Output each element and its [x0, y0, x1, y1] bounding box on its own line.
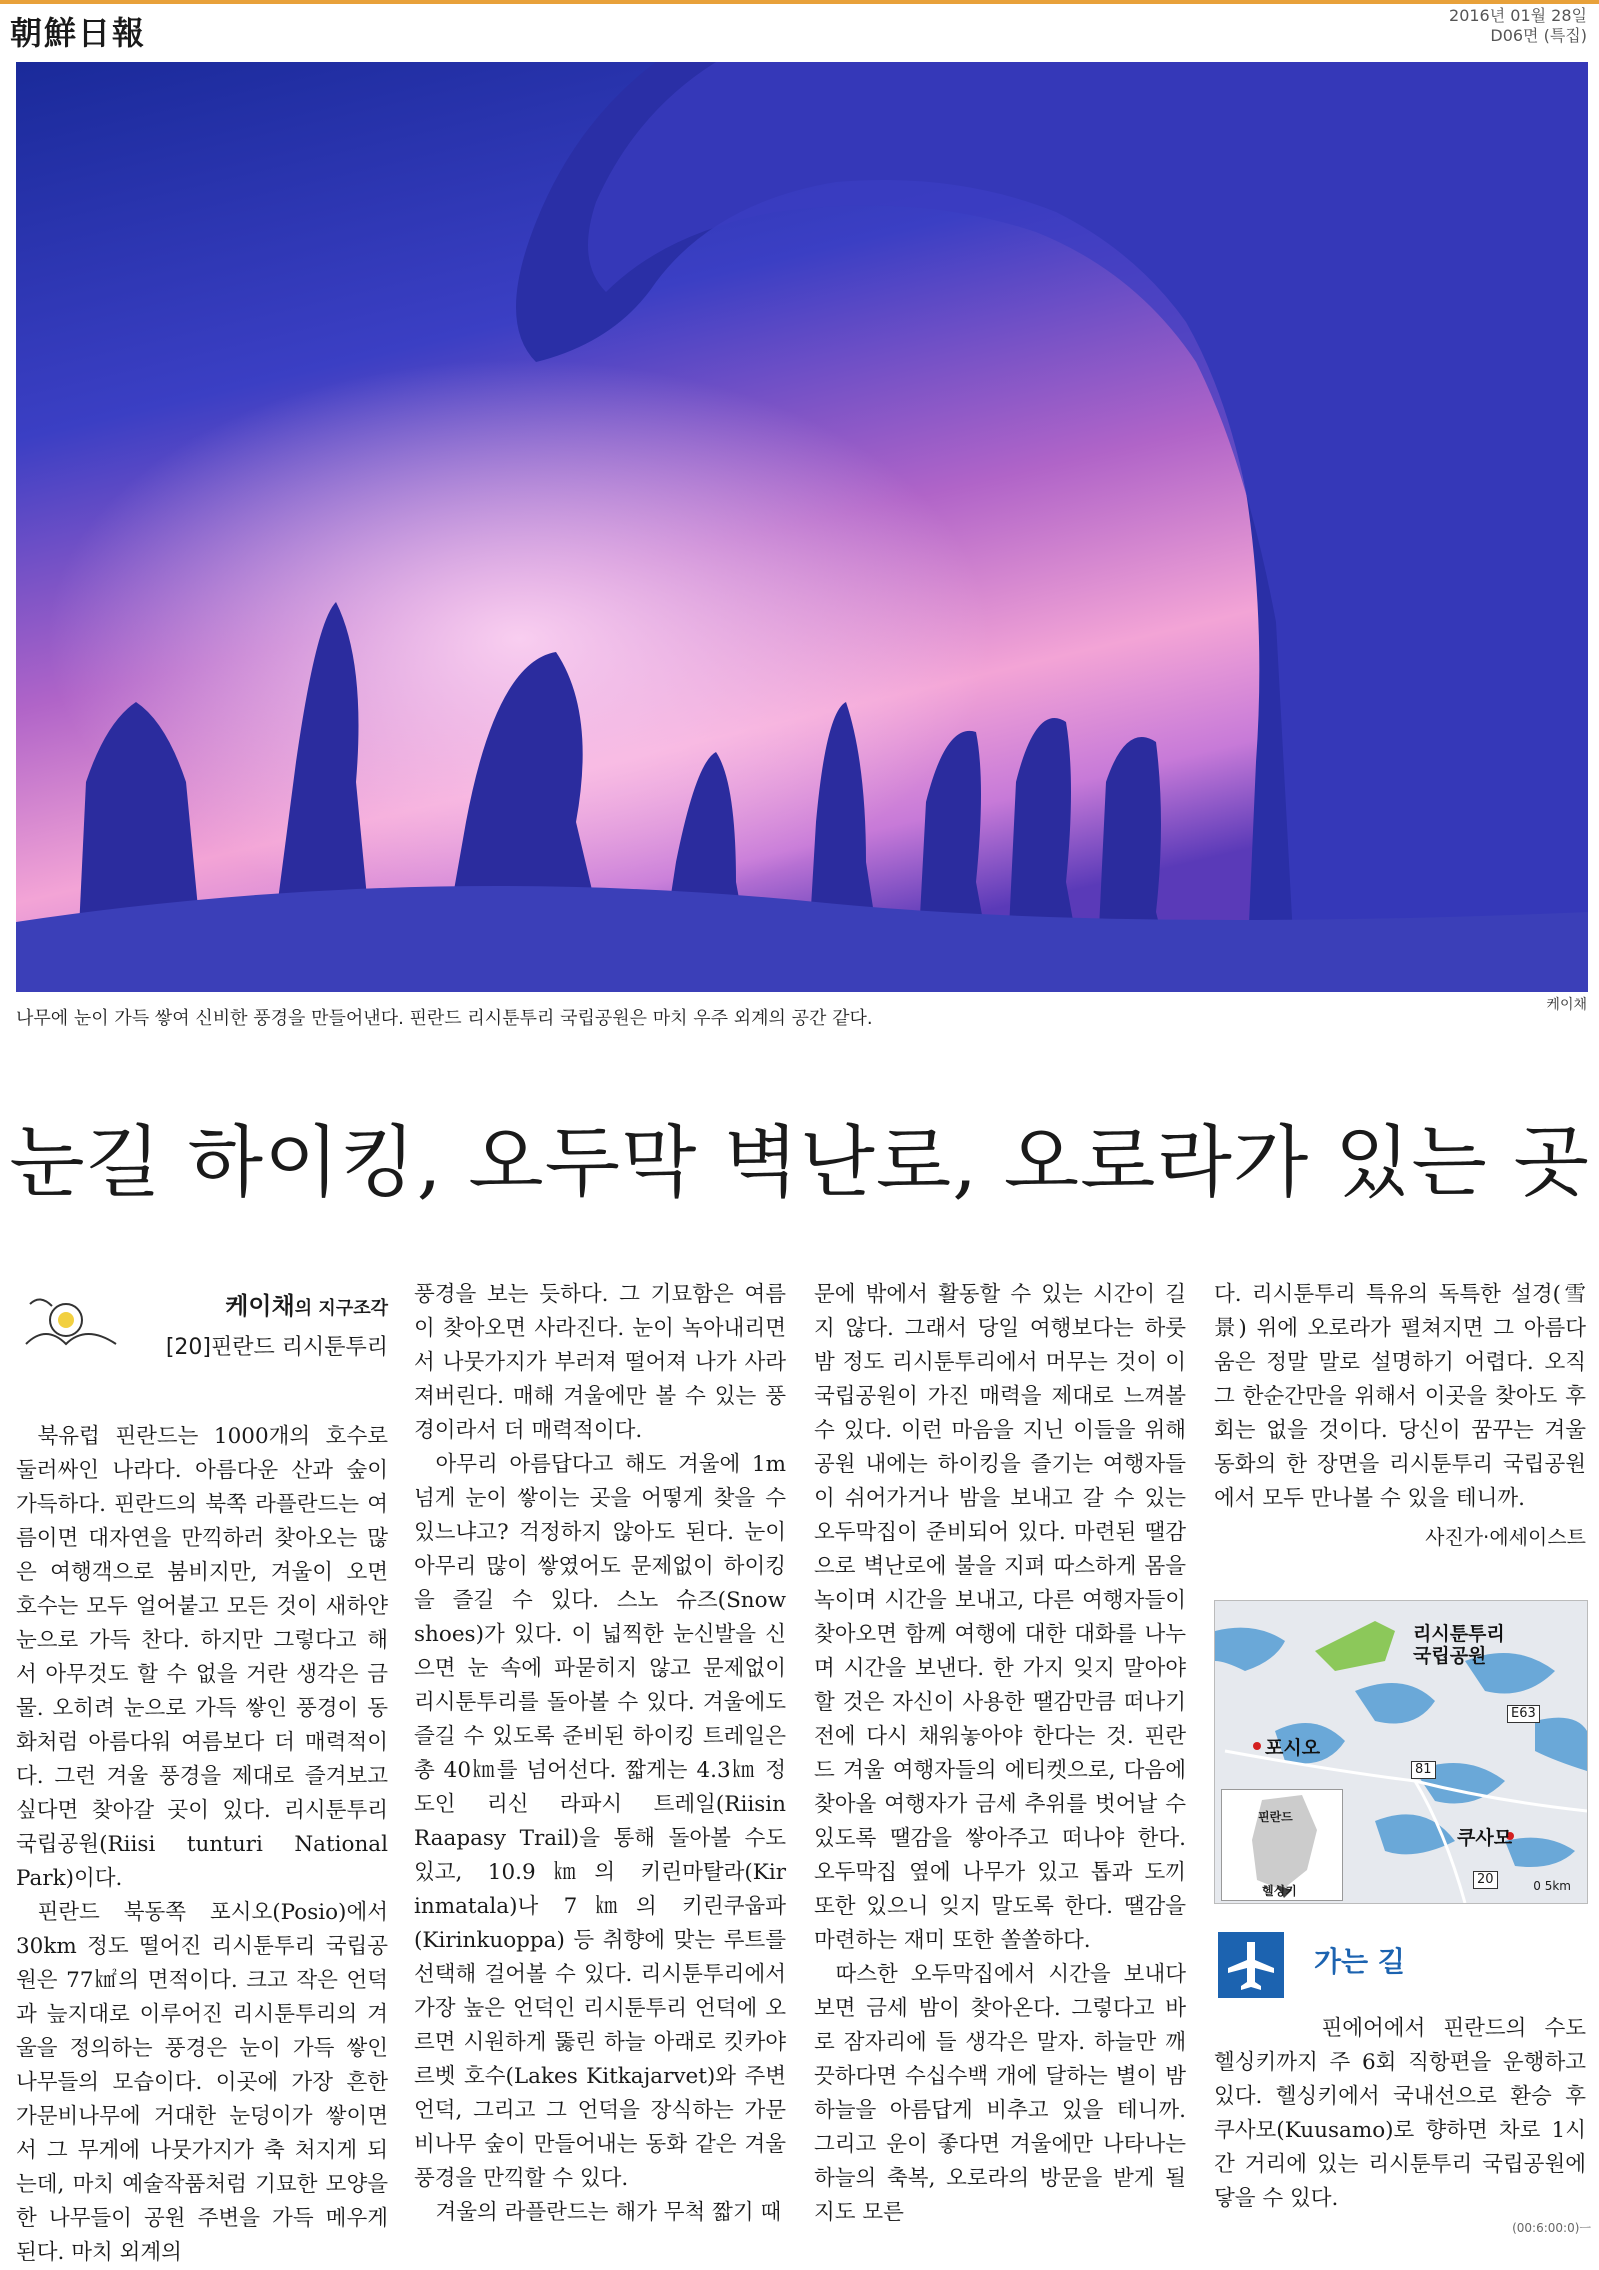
article-column-4	[1214, 1278, 1586, 1554]
series-header	[16, 1280, 388, 1390]
top-accent-bar	[0, 0, 1599, 4]
getting-there-header	[1214, 1932, 1586, 1998]
map-label-posio: 포시오	[1265, 1737, 1321, 1759]
location-map	[1214, 1600, 1588, 1904]
author-byline: 사진가·에세이스트	[1425, 1525, 1586, 1549]
road-sign-e63: E63	[1507, 1705, 1540, 1723]
paragraph: 핀에어에서 핀란드의 수도 헬싱키까지 주 6회 직항편을 운행하고 있다. 헬싱키에서 국내선으로 환승 후 쿠사모(Kuusamo)로 향하면 차로 1시간 거리에 있는 리시툰투리 국립공원에 닿을 수 있다.	[1214, 2016, 1586, 2211]
road-sign-20: 20	[1473, 1871, 1498, 1889]
newspaper-masthead: 朝鮮日報	[10, 14, 147, 52]
article-column-3	[814, 1278, 1186, 2230]
paragraph: 겨울의 라플란드는 해가 무척 짧기 때	[435, 2200, 782, 2225]
inset-label-finland: 핀란드	[1258, 1810, 1293, 1824]
paragraph: 따스한 오두막집에서 시간을 보내다 보면 금세 밤이 찾아온다. 그렇다고 바로 잠자리에 들 생각은 말자. 하늘만 깨끗하다면 수십수백 개에 달하는 별이 밤하늘을 아름답게 비추고 있을 테니까. 그리고 운이 좋다면 겨울에만 나타나는 하늘의 축복, 오로라의 방문을 받게 될지도 모른	[814, 1962, 1186, 2225]
dateline	[1449, 6, 1587, 46]
paragraph: 풍경을 보는 듯하다. 그 기묘함은 여름이 찾아오면 사라진다. 눈이 녹아내리면서 나뭇가지가 부러져 떨어져 나가 사라져버린다. 매해 겨울에만 볼 수 있는 풍경이라서 더 매력적이다.	[414, 1282, 786, 1443]
getting-there-title: 가는 길	[1314, 1945, 1405, 1978]
series-title	[225, 1286, 388, 1321]
inset-label-helsinki: 헬싱키	[1262, 1884, 1297, 1898]
article-column-1	[16, 1420, 388, 2270]
section-label: D06면 (특집)	[1490, 26, 1587, 45]
series-subtitle: [20]핀란드 리시툰투리	[165, 1335, 388, 1360]
map-label-kuusamo: 쿠사모	[1457, 1827, 1513, 1849]
road-sign-81: 81	[1411, 1761, 1436, 1779]
series-author: 케이채	[225, 1292, 295, 1320]
series-suffix: 의 지구조각	[294, 1298, 388, 1319]
headline: 눈길 하이킹, 오두막 벽난로, 오로라가 있는 곳	[9, 1118, 1590, 1208]
paragraph: 핀란드 북동쪽 포시오(Posio)에서 30km 정도 떨어진 리시툰투리 국립공원은 77㎢의 면적이다. 크고 작은 언덕과 늪지대로 이루어진 리시툰투리의 겨울을 정의하는 풍경은 눈이 가득 쌓인 나무들의 모습이다. 이곳에 가장 흔한 가문비나무에 거대한 눈덩이가 쌓이면서 그 무게에 나뭇가지가 축 처지게 되는데, 마치 예술작품처럼 기묘한 모양을 한 나무들이 공원 주변을 가득 메우게 된다. 마치 외계의	[16, 1900, 388, 2265]
series-logo-icon	[16, 1284, 126, 1364]
paragraph: 문에 밖에서 활동할 수 있는 시간이 길지 않다. 그래서 당일 여행보다는 하룻밤 정도 리시툰투리에서 머무는 것이 이 국립공원이 가진 매력을 제대로 느껴볼 수 있다. 이런 마음을 지닌 이들을 위해 공원 내에는 하이킹을 즐기는 여행자들이 쉬어가거나 밤을 보내고 갈 수 있는 오두막집이 준비되어 있다. 마련된 땔감으로 벽난로에 불을 지펴 따스하게 몸을 녹이며 시간을 보내고, 다른 여행자들이 찾아오면 함께 여행에 대한 대화를 나누며 시간을 보낸다. 한 가지 잊지 말아야 할 것은 자신이 사용한 땔감만큼 떠나기 전에 다시 채워놓아야 한다는 것. 핀란드 겨울 여행자들의 에티켓으로, 다음에 찾아올 여행자가 금세 추위를 벗어날 수 있도록 땔감을 쌓아주고 떠나야 한다. 오두막집 옆에 나무가 있고 톱과 도끼 또한 있으니 잊지 말도록 한다. 땔감을 마련하는 재미 또한 쏠쏠하다.	[814, 1282, 1186, 1953]
photo-credit: 케이채	[1546, 997, 1587, 1013]
publication-date: 2016년 01월 28일	[1449, 6, 1587, 25]
footer-fragment: (00:6:00:0)ㅡ	[1512, 2221, 1591, 2235]
paragraph: 북유럽 핀란드는 1000개의 호수로 둘러싸인 나라다. 아름다운 산과 숲이 가득하다. 핀란드의 북쪽 라플란드는 여름이면 대자연을 만끽하러 찾아오는 많은 여행객으로 붐비지만, 겨울이 오면 호수는 모두 얼어붙고 모든 것이 새하얀 눈으로 가득 찬다. 하지만 그렇다고 해서 아무것도 할 수 없을 거란 생각은 금물. 오히려 눈으로 가득 쌓인 풍경이 동화처럼 아름다워 여름보다 더 매력적이다. 그런 겨울 풍경을 제대로 즐겨보고 싶다면 찾아갈 곳이 있다. 리시툰투리 국립공원(Riisi tunturi National Park)이다.	[16, 1424, 388, 1891]
getting-there-body	[1214, 2012, 1586, 2216]
main-photo	[16, 62, 1588, 992]
map-scale: 0 5km	[1533, 1879, 1571, 1893]
article-column-2	[414, 1278, 786, 2230]
paragraph: 아무리 아름답다고 해도 겨울에 1m 넘게 눈이 쌓이는 곳을 어떻게 찾을 수 있느냐고? 걱정하지 않아도 된다. 눈이 아무리 많이 쌓였어도 문제없이 하이킹을 즐길 수 있다. 스노 슈즈(Snow shoes)가 있다. 이 넓찍한 눈신발을 신으면 눈 속에 파묻히지 않고 문제없이 리시툰투리를 돌아볼 수 있다. 겨울에도 즐길 수 있도록 준비된 하이킹 트레일은 총 40㎞를 넘어선다. 짧게는 4.3㎞ 정도인 리신 라파시 트레일(Riisin Raapasy Trail)을 통해 돌아볼 수도 있고, 10.9㎞의 키린마탈라(Kir inmatala)나 7㎞의 키린쿠웁파(Kirinkuoppa) 등 취향에 맞는 루트를 선택해 걸어볼 수 있다. 리시툰투리에서 가장 높은 언덕인 리시툰투리 언덕에 오르면 시원하게 뚫린 하늘 아래로 킷카야르벳 호수(Lakes Kitkajarvet)와 주변 언덕, 그리고 그 언덕을 장식하는 가문비나무 숲이 만들어내는 동화 같은 겨울 풍경을 만끽할 수 있다.	[414, 1452, 786, 2191]
map-label-park-1: 리시툰투리	[1413, 1623, 1505, 1645]
paragraph: 다. 리시툰투리 특유의 독특한 설경(雪景) 위에 오로라가 펼쳐지면 그 아름다움은 정말 말로 설명하기 어렵다. 오직 그 한순간만을 위해서 이곳을 찾아도 후회는 없을 것이다. 당신이 꿈꾸는 겨울 동화의 한 장면을 리시툰투리 국립공원에서 모두 만나볼 수 있을 테니까.	[1214, 1282, 1586, 1511]
photo-caption: 나무에 눈이 가득 쌓여 신비한 풍경을 만들어낸다. 핀란드 리시툰투리 국립공원은 마치 우주 외계의 공간 같다.	[16, 1008, 873, 1029]
map-label-park-2: 국립공원	[1413, 1645, 1487, 1667]
airplane-icon	[1218, 1932, 1284, 1998]
map-inset	[1221, 1789, 1343, 1901]
